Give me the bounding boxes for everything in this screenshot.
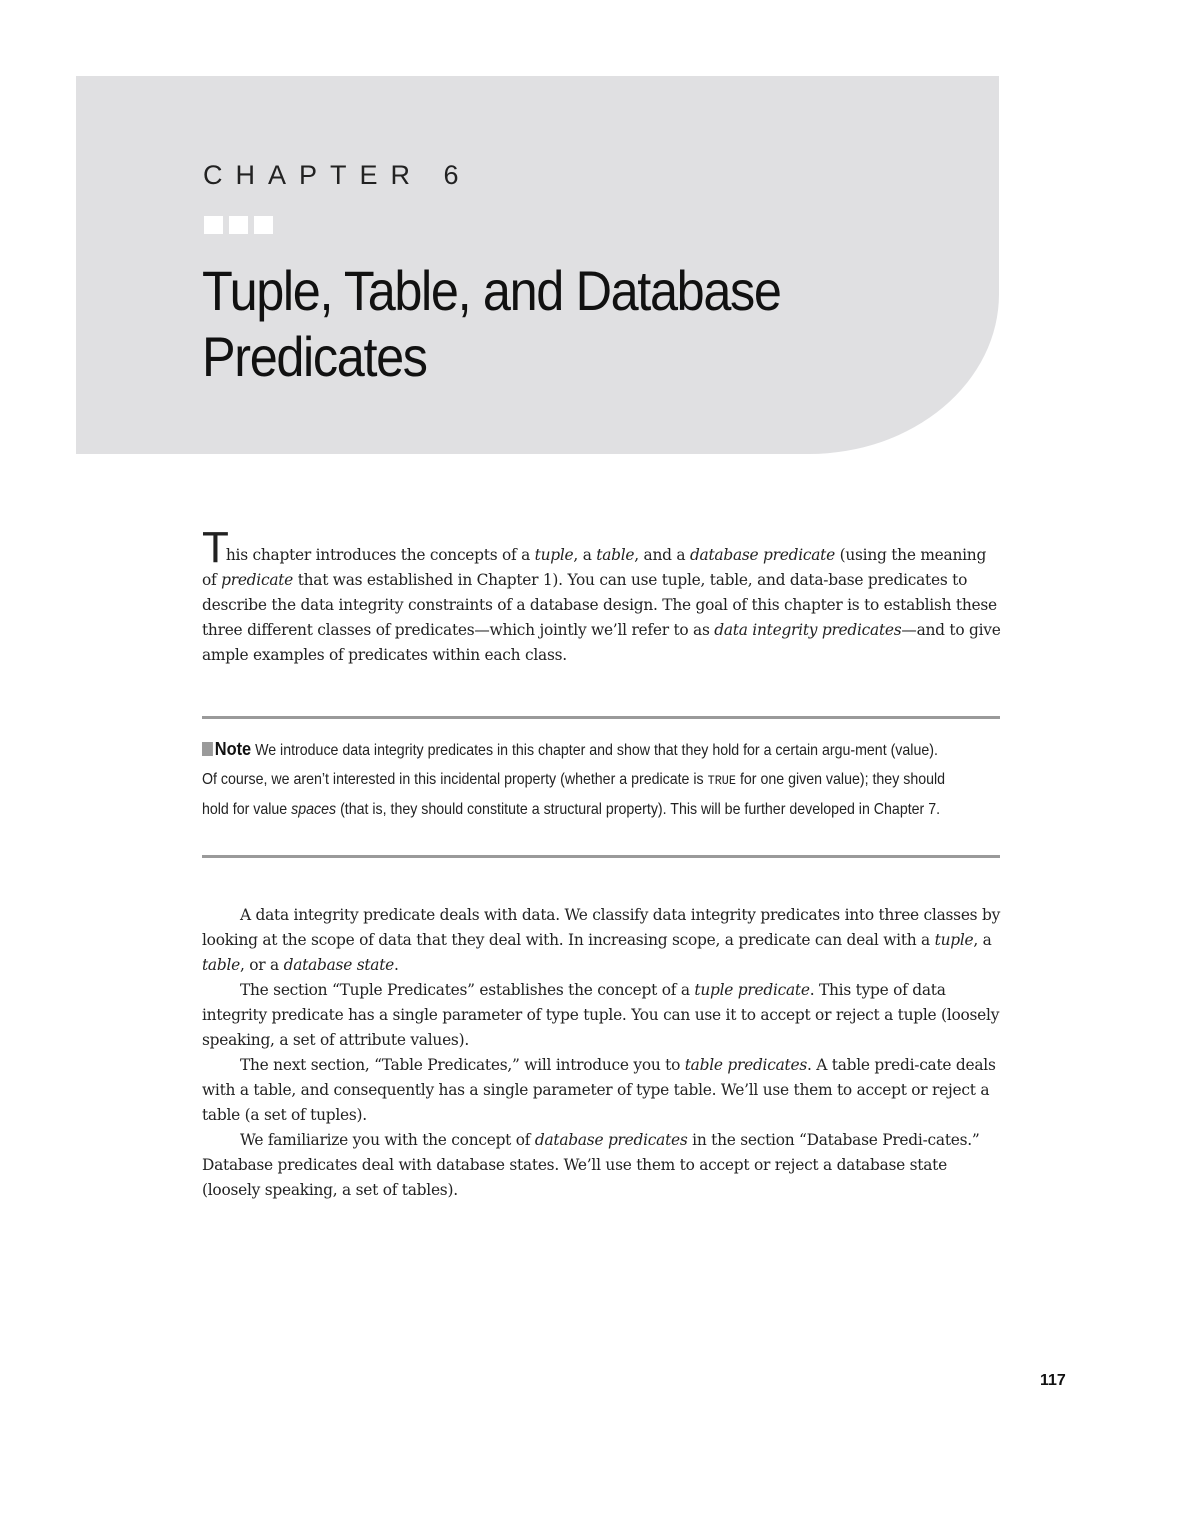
drop-cap: T <box>202 523 226 572</box>
body-paragraph-3: The next section, “Table Predicates,” will introduce you to table predicates. A table predi-cate deals with a table, and consequently has a single parameter of type table. We’ll use them to accept or reject a table (a set of tuples). <box>202 1056 996 1124</box>
chapter-title <box>202 258 886 390</box>
body-text <box>202 903 1002 1203</box>
page-number: 117 <box>1040 1372 1066 1389</box>
ornament-square <box>254 216 273 234</box>
chapter-label: CHAPTER 6 <box>203 160 472 190</box>
chapter-ornament <box>204 216 273 234</box>
note-marker-icon <box>202 742 213 756</box>
ornament-square <box>204 216 223 234</box>
chapter-title-line-1: Tuple, Table, and Database <box>202 259 781 322</box>
body-paragraph-4: We familiarize you with the concept of database predicates in the section “Database Predi-cates.” Database predicates deal with database states. We’ll use them to accept or reject a database state (loosely speaking, a set of tables). <box>202 1131 980 1199</box>
ornament-square <box>229 216 248 234</box>
intro-paragraph: This chapter introduces the concepts of a tuple, a table, and a database predicate (using the meaning of predicate that was established in Chapter 1). You can use tuple, table, and data-base predicates to describe the data integrity constraints of a database design. The goal of this chapter is to establish these three different classes of predicates—which jointly we’ll refer to as data integrity predicates—and to give ample examples of predicates within each class. <box>202 523 1001 664</box>
true-keyword: TRUE <box>707 773 736 788</box>
body-paragraph-2: The section “Tuple Predicates” establishes the concept of a tuple predicate. This type of data integrity predicate has a single parameter of type tuple. You can use it to accept or reject a tuple (loosely speaking, a set of attribute values). <box>202 981 1000 1049</box>
note-label: Note <box>214 739 252 759</box>
body-paragraph-1: A data integrity predicate deals with data. We classify data integrity predicates into three classes by looking at the scope of data that they deal with. In increasing scope, a predicate can deal with a tuple, a table, or a database state. <box>202 906 1001 974</box>
note-text: Note We introduce data integrity predicates in this chapter and show that they hold for a certain argu-ment (value). Of course, we aren’t interested in this incidental property (whether a predicate is TRUE for one given value); they should hold for value spaces (that is, they should constitute a structural property). This will be further developed in Chapter 7. <box>202 739 946 818</box>
note-box <box>202 716 1000 858</box>
chapter-title-line-2: Predicates <box>202 325 427 388</box>
